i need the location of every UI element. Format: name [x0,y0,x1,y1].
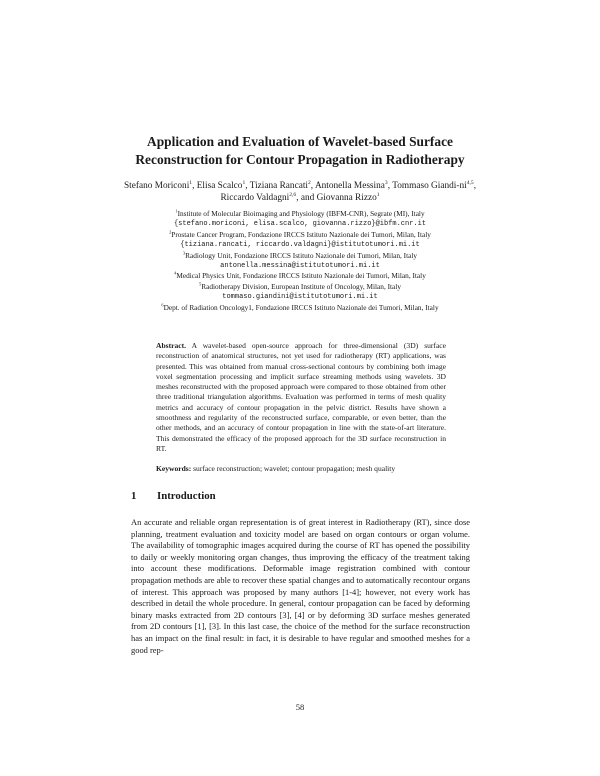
affiliation-2-email: {tiziana.rancati, riccardo.valdagni}@istitutotumori.mi.it [180,241,420,250]
author-5: Tommaso Giandi-ni$^{4,5}$, [392,179,477,191]
affiliation-6: $^6$Dept. of Radiation Oncology1, Fondazione IRCCS Istituto Nazionale dei Tumori, Milan, Italy [161,302,439,312]
author-1: Stefano Moriconi$^1$, [123,179,197,191]
author-2: Elisa Scalco$^1$, [196,179,250,191]
author-3: Tiziana Rancati$^2$, [249,179,315,191]
affiliation-1-email: {stefano.moriconi, elisa.scalco, giovanna.rizzo}@ibfm.cnr.it [173,220,427,229]
author-4: Antonella Messina$^3$, [314,179,393,191]
abstract-label: Abstract. [156,341,186,350]
keywords-label: Keywords: [156,464,192,473]
affiliation-1: $^1$Institute of Molecular Bioimaging and Physiology (IBFM-CNR), Segrate (MI), Italy [175,208,425,218]
paper-title-line-1: Application and Evaluation of Wavelet-based Surface [147,134,453,149]
introduction-paragraph: An accurate and reliable organ representation is of great interest in Radiotherapy (RT), since dose planning, treatment evaluation and toxicity model are based on organ contours or organ volume. The availability of tomographic images acquired during the course of RT has opened the possibility to daily or weekly monitoring organ changes, thus improving the efficacy of the treatment taking into account these modifications. Deformable image registration combined with contour propagation methods are able to recover these spatial changes and to automatically recontour organs of interest. This approach was proposed by many authors [1-4]; however, not every work has described in detail the whole procedure. In general, contour propagation can be faced by deforming binary masks extracted from 2D contours [3], [4] or by deforming 3D surface meshes generated from 2D contours [1], [3]. In this last case, the choice of the method for the surface reconstruction has an impact on the final result: in fact, it is desirable to have regular and smoothed meshes for a good rep- [131,517,470,655]
paper-title-line-2: Reconstruction for Contour Propagation in Radiotherapy [135,152,465,167]
abstract [156,341,446,454]
affiliation-5-email: tommaso.giandini@istitutotumori.mi.it [222,293,378,302]
affiliation-list [118,209,482,313]
section-heading [131,490,216,502]
affiliation-5: $^5$Radiotherapy Division, European Institute of Oncology, Milan, Italy [199,281,401,291]
keywords [156,464,446,474]
keywords-text: surface reconstruction; wavelet; contour propagation; mesh quality [193,464,396,473]
page-number: 58 [295,702,305,712]
section-title: Introduction [157,490,216,502]
affiliation-4: $^4$Medical Physics Unit, Fondazione IRCCS Istituto Nazionale dei Tumori, Milan, Italy [174,271,426,281]
author-list [118,181,482,204]
affiliation-3-email: antonella.messina@istitutotumori.mi.it [220,262,380,271]
author-6: Riccardo Valdagni$^{2,6}$, and [220,191,317,203]
affiliation-3: $^3$Radiology Unit, Fondazione IRCCS Istituto Nazionale dei Tumori, Milan, Italy [182,250,418,260]
author-7: Giovanna Rizzo$^1$ [316,191,380,203]
introduction-body [131,517,470,656]
paper-title [100,133,500,169]
section-number: 1 [131,490,137,502]
affiliation-2: $^2$Prostate Cancer Program, Fondazione IRCCS Istituto Nazionale dei Tumori, Milan, Italy [169,229,431,239]
abstract-text: A wavelet-based open-source approach for three-dimensional (3D) surface reconstruction of anatomical structures, not yet used for radiotherapy (RT) applications, was presented. This was obtained from manual cross-sectional contours by combining both image voxel segmentation processing and implicit surface streaming methods using wavelets. 3D meshes reconstructed with the proposed approach were compared to those obtained from other three traditional triangulation algorithms. Evaluation was performed in terms of mesh quality metrics and accuracy of contour propagation in the pelvic district. Results have shown a smoothness and regularity of the reconstructed surface, comparable, or even better, than the other methods, and an accuracy of contour propagation in line with the state-of-art literature. This demonstrated the efficacy of the proposed approach for the 3D surface reconstruction in RT. [156,341,446,453]
